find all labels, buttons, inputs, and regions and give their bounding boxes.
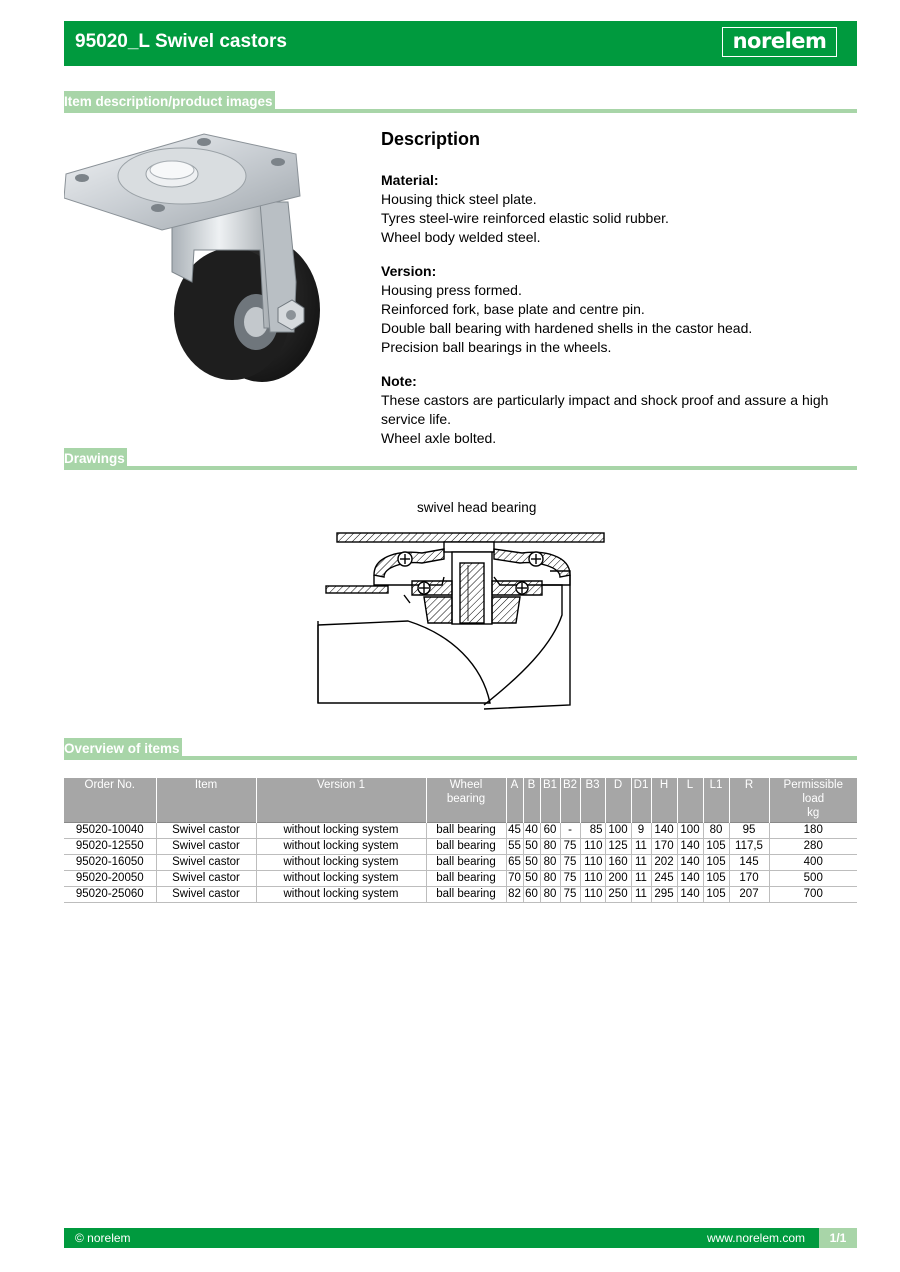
cell-b3: 110 xyxy=(580,886,605,902)
col-b1: B1 xyxy=(540,778,560,822)
col-load-line1: Permissible xyxy=(783,779,843,791)
col-permissible-load xyxy=(769,778,857,822)
cell-order-no: 95020-10040 xyxy=(64,822,156,838)
cell-b3: 85 xyxy=(580,822,605,838)
swivel-head-bearing-drawing xyxy=(312,525,612,710)
cell-b1: 80 xyxy=(540,838,560,854)
cell-item: Swivel castor xyxy=(156,822,256,838)
col-load-line3: kg xyxy=(807,807,820,819)
cell-r: 95 xyxy=(729,822,769,838)
material-block xyxy=(381,171,861,247)
cell-d1: 11 xyxy=(631,838,651,854)
version-line: Housing press formed. xyxy=(381,282,522,298)
footer-copyright: © norelem xyxy=(75,1231,131,1245)
col-wheel-bearing xyxy=(426,778,506,822)
cell-b1: 80 xyxy=(540,886,560,902)
cell-version: without locking system xyxy=(256,870,426,886)
cell-bearing: ball bearing xyxy=(426,822,506,838)
cell-b1: 80 xyxy=(540,854,560,870)
cell-b2: 75 xyxy=(560,838,580,854)
cell-load: 700 xyxy=(769,886,857,902)
material-line: Wheel body welded steel. xyxy=(381,229,541,245)
material-line: Housing thick steel plate. xyxy=(381,191,537,207)
col-order-no: Order No. xyxy=(64,778,156,822)
col-h: H xyxy=(651,778,677,822)
cell-a: 65 xyxy=(506,854,523,870)
cell-r: 145 xyxy=(729,854,769,870)
version-block xyxy=(381,262,861,357)
cell-l1: 105 xyxy=(703,838,729,854)
items-table-wrapper xyxy=(64,778,857,903)
cell-d1: 9 xyxy=(631,822,651,838)
version-label: Version: xyxy=(381,263,437,279)
cell-bearing: ball bearing xyxy=(426,886,506,902)
page-title: 95020_L Swivel castors xyxy=(75,31,287,52)
table-row xyxy=(64,838,857,854)
footer-page-number: 1/1 xyxy=(819,1228,857,1248)
col-b: B xyxy=(523,778,540,822)
cell-bearing: ball bearing xyxy=(426,838,506,854)
col-b2: B2 xyxy=(560,778,580,822)
col-wheel-bearing-line1: Wheel xyxy=(449,779,483,791)
cell-l: 140 xyxy=(677,838,703,854)
section-drawings xyxy=(64,448,857,470)
cell-item: Swivel castor xyxy=(156,886,256,902)
cell-b: 50 xyxy=(523,838,540,854)
cell-load: 500 xyxy=(769,870,857,886)
section-label: Item description/product images xyxy=(64,91,275,113)
col-l1: L1 xyxy=(703,778,729,822)
cell-l1: 105 xyxy=(703,886,729,902)
items-table xyxy=(64,778,857,903)
cell-order-no: 95020-16050 xyxy=(64,854,156,870)
table-row xyxy=(64,886,857,902)
cell-load: 180 xyxy=(769,822,857,838)
cell-l1: 80 xyxy=(703,822,729,838)
col-l: L xyxy=(677,778,703,822)
col-d: D xyxy=(605,778,631,822)
cell-l: 140 xyxy=(677,886,703,902)
cell-a: 55 xyxy=(506,838,523,854)
cell-version: without locking system xyxy=(256,854,426,870)
version-line: Reinforced fork, base plate and centre pin. xyxy=(381,301,645,317)
cell-order-no: 95020-12550 xyxy=(64,838,156,854)
cell-b3: 110 xyxy=(580,838,605,854)
cell-b: 60 xyxy=(523,886,540,902)
cell-load: 280 xyxy=(769,838,857,854)
cell-version: without locking system xyxy=(256,822,426,838)
cell-b2: - xyxy=(560,822,580,838)
section-rule xyxy=(64,756,857,760)
col-d1: D1 xyxy=(631,778,651,822)
version-line: Double ball bearing with hardened shells in the castor head. xyxy=(381,320,753,336)
cell-l: 100 xyxy=(677,822,703,838)
cell-d: 125 xyxy=(605,838,631,854)
footer-website-link[interactable]: www.norelem.com xyxy=(706,1231,805,1245)
cell-d1: 11 xyxy=(631,854,651,870)
cell-d1: 11 xyxy=(631,886,651,902)
section-label: Overview of items xyxy=(64,738,182,760)
cell-b1: 80 xyxy=(540,870,560,886)
section-label: Drawings xyxy=(64,448,127,470)
cell-order-no: 95020-20050 xyxy=(64,870,156,886)
col-r: R xyxy=(729,778,769,822)
note-line: These castors are particularly impact and shock proof and assure a high service life. xyxy=(381,392,829,427)
section-rule xyxy=(64,466,857,470)
cell-h: 295 xyxy=(651,886,677,902)
cell-item: Swivel castor xyxy=(156,854,256,870)
cell-l1: 105 xyxy=(703,870,729,886)
note-line: Wheel axle bolted. xyxy=(381,430,497,446)
castor-product-image xyxy=(64,132,324,384)
cell-l: 140 xyxy=(677,870,703,886)
cell-b3: 110 xyxy=(580,870,605,886)
cell-d: 200 xyxy=(605,870,631,886)
section-item-description xyxy=(64,91,857,113)
col-wheel-bearing-line2: bearing xyxy=(446,793,486,805)
cell-d: 100 xyxy=(605,822,631,838)
cell-b: 50 xyxy=(523,870,540,886)
col-a: A xyxy=(506,778,523,822)
note-block xyxy=(381,372,861,448)
cell-r: 207 xyxy=(729,886,769,902)
cell-bearing: ball bearing xyxy=(426,870,506,886)
cell-h: 245 xyxy=(651,870,677,886)
cell-l1: 105 xyxy=(703,854,729,870)
cell-d1: 11 xyxy=(631,870,651,886)
cell-l: 140 xyxy=(677,854,703,870)
drawing-caption: swivel head bearing xyxy=(417,500,537,515)
cell-version: without locking system xyxy=(256,886,426,902)
cell-order-no: 95020-25060 xyxy=(64,886,156,902)
table-row xyxy=(64,870,857,886)
cell-item: Swivel castor xyxy=(156,838,256,854)
cell-h: 140 xyxy=(651,822,677,838)
table-row xyxy=(64,822,857,838)
col-b3: B3 xyxy=(580,778,605,822)
description-heading: Description xyxy=(381,129,481,149)
cell-r: 170 xyxy=(729,870,769,886)
note-label: Note: xyxy=(381,373,417,389)
cell-b2: 75 xyxy=(560,870,580,886)
page-header xyxy=(64,21,857,66)
cell-d: 160 xyxy=(605,854,631,870)
material-label: Material: xyxy=(381,172,439,188)
cell-a: 70 xyxy=(506,870,523,886)
cell-a: 45 xyxy=(506,822,523,838)
cell-b2: 75 xyxy=(560,886,580,902)
col-item: Item xyxy=(156,778,256,822)
cell-r: 117,5 xyxy=(729,838,769,854)
table-header-row xyxy=(64,778,857,822)
cell-b3: 110 xyxy=(580,854,605,870)
page-footer xyxy=(64,1228,857,1248)
cell-b: 40 xyxy=(523,822,540,838)
col-version1: Version 1 xyxy=(256,778,426,822)
col-load-line2: load xyxy=(802,793,825,805)
cell-b2: 75 xyxy=(560,854,580,870)
cell-b1: 60 xyxy=(540,822,560,838)
cell-b: 50 xyxy=(523,854,540,870)
table-row xyxy=(64,854,857,870)
norelem-logo xyxy=(722,27,837,57)
cell-h: 202 xyxy=(651,854,677,870)
material-line: Tyres steel-wire reinforced elastic solid rubber. xyxy=(381,210,669,226)
cell-h: 170 xyxy=(651,838,677,854)
logo-text: norelem xyxy=(732,29,827,53)
description-block xyxy=(381,128,861,463)
cell-bearing: ball bearing xyxy=(426,854,506,870)
cell-item: Swivel castor xyxy=(156,870,256,886)
cell-d: 250 xyxy=(605,886,631,902)
cell-version: without locking system xyxy=(256,838,426,854)
cell-a: 82 xyxy=(506,886,523,902)
version-line: Precision ball bearings in the wheels. xyxy=(381,339,612,355)
section-overview xyxy=(64,738,857,760)
cell-load: 400 xyxy=(769,854,857,870)
